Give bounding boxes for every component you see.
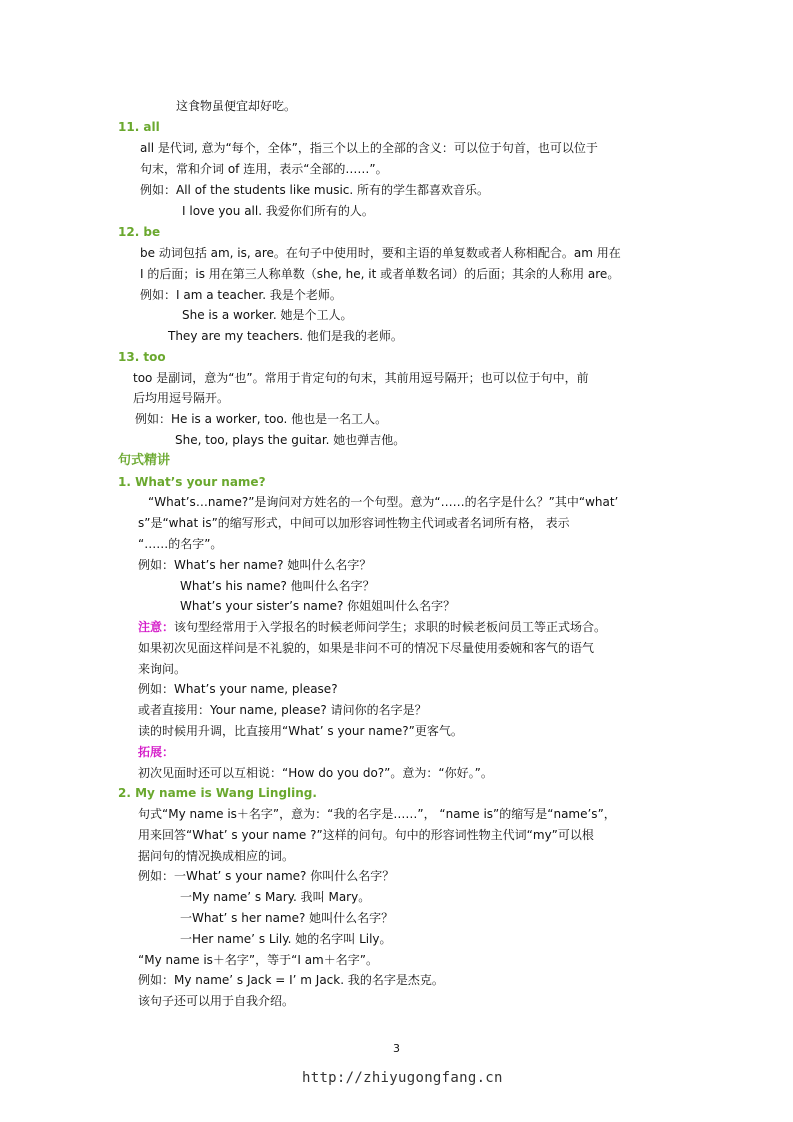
text-line: 初次见面时还可以互相说：“How do you do?”。意为：“你好。”。 [138,766,493,780]
text-line: 用来回答“What’ s your name ?”这样的问句。句中的形容词性物主代词“my”可以根 [138,828,594,842]
example-line: She is a worker. 她是个工人。 [182,308,353,322]
example-line: 例如：What’s your name, please? [138,682,338,696]
text-line: 句式“My name is＋名字”，意为：“我的名字是……”， “name is”的缩写是“name’s”， [138,807,616,821]
text-line: s”是“what is”的缩写形式，中间可以加形容词性物主代词或者名词所有格， 表示 [138,516,570,530]
example-line: I love you all. 我爱你们所有的人。 [182,204,374,218]
section-heading-all: 11. all [118,120,160,134]
section-heading-sentence-patterns: 句式精讲 [118,453,171,468]
text-line: I 的后面；is 用在第三人称单数（she, he, it 或者单数名词）的后面；其余的人称用 are。 [140,267,620,281]
note-label: 注意： [138,620,175,634]
example-line: 一My name’ s Mary. 我叫 Mary。 [180,890,371,904]
example-line: What’s his name? 他叫什么名字？ [180,579,375,593]
text-line: 句末，常和介词 of 连用，表示“全部的……”。 [140,162,388,176]
text-line: 该句子还可以用于自我介绍。 [138,994,295,1008]
text-line: “What’s…name?”是询问对方姓名的一个句型。意为“……的名字是什么？”其中“what’ [148,495,619,509]
text-line: 据问句的情况换成相应的词。 [138,849,295,863]
text-line: 如果初次见面这样问是不礼貌的，如果是非问不可的情况下尽量使用委婉和客气的语气 [138,641,595,655]
example-line: 例如：My name’ s Jack = I’ m Jack. 我的名字是杰克。 [138,973,444,987]
extension-label: 拓展： [138,745,175,759]
note-line [138,618,606,636]
example-line: What’s your sister’s name? 你姐姐叫什么名字？ [180,599,456,613]
text-line: 后均用逗号隔开。 [133,391,230,405]
pattern-heading-my-name-is: 2. My name is Wang Lingling. [118,786,317,800]
example-line: They are my teachers. 他们是我的老师。 [168,329,403,343]
example-line: 一Her name’ s Lily. 她的名字叫 Lily。 [180,932,392,946]
example-line: 例如：He is a worker, too. 他也是一名工人。 [135,412,388,426]
pattern-heading-whats-your-name: 1. What’s your name? [118,475,266,489]
example-line: 例如：All of the students like music. 所有的学生都喜欢音乐。 [140,183,490,197]
text-line: too 是副词，意为“也”。常用于肯定句的句末，其前用逗号隔开；也可以位于句中，前 [133,371,589,385]
page-number: 3 [393,1042,400,1055]
section-heading-too: 13. too [118,350,166,364]
text-line: 或者直接用：Your name, please? 请问你的名字是？ [138,703,427,717]
text-line: all 是代词, 意为“每个，全体”，指三个以上的全部的含义：可以位于句首，也可以位于 [140,141,598,155]
text-line: “……的名字”。 [138,537,223,551]
example-line: 例如：What’s her name? 她叫什么名字？ [138,558,372,572]
footer-url: http://zhiyugongfang.cn [302,1070,503,1086]
example-line: 例如：一What’ s your name? 你叫什么名字？ [138,869,395,883]
note-text: 该句型经常用于入学报名的时候老师问学生；求职的时候老板问员工等正式场合。 [174,620,607,634]
example-line: 一What’ s her name? 她叫什么名字？ [180,911,394,925]
text-line: 来询问。 [138,662,187,676]
section-heading-be: 12. be [118,225,161,239]
example-line: 例如：I am a teacher. 我是个老师。 [140,288,342,302]
text-line: 读的时候用升调，比直接用“What’ s your name?”更客气。 [138,724,463,738]
text-line: “My name is＋名字”，等于“I am＋名字”。 [138,953,378,967]
text-line: 这食物虽便宜却好吃。 [176,99,297,113]
text-line: be 动词包括 am, is, are。在句子中使用时，要和主语的单复数或者人称相配合。am 用在 [140,246,621,260]
example-line: She, too, plays the guitar. 她也弹吉他。 [175,433,406,447]
